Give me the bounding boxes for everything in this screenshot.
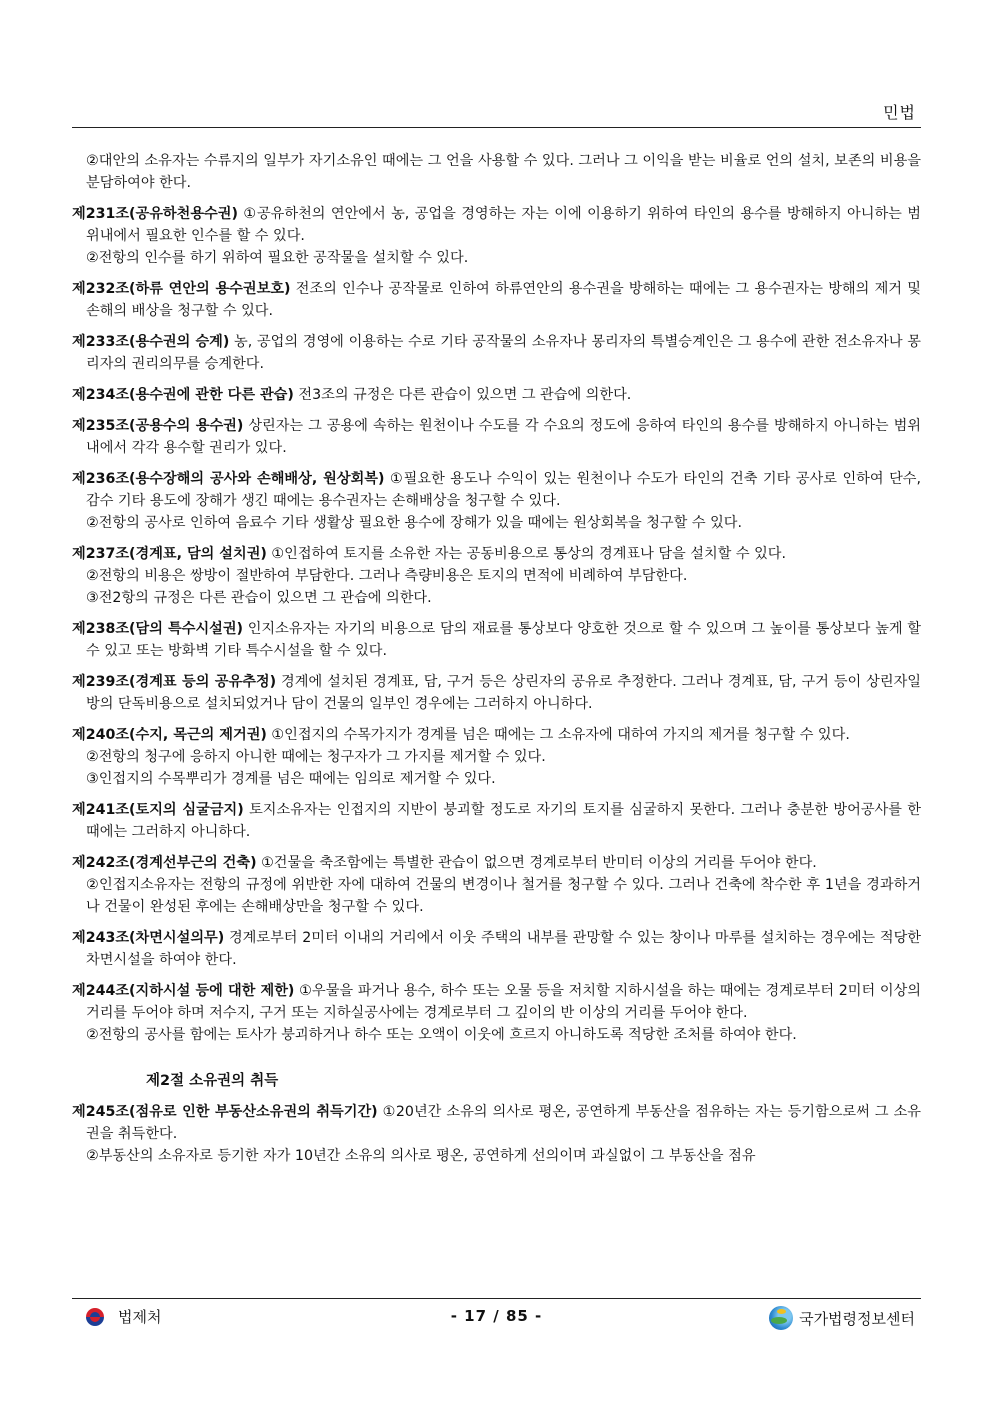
article bbox=[72, 927, 921, 971]
article-heading: 제238조(담의 특수시설권) bbox=[72, 621, 244, 637]
article-text: ①20년간 소유의 의사로 평온, 공연하게 부동산을 점유하는 자는 등기함으로써 그 소유권을 취득한다. bbox=[86, 1104, 921, 1142]
article-text: 전3조의 규정은 다른 관습이 있으면 그 관습에 의한다. bbox=[293, 387, 632, 403]
article bbox=[72, 468, 921, 512]
article-heading: 제239조(경계표 등의 공유추정) bbox=[72, 674, 277, 690]
footer-publisher: 법제처 bbox=[118, 1308, 162, 1326]
article-text: 경계에 설치된 경계표, 담, 구거 등은 상린자의 공유로 추정한다. 그러나 경계표, 담, 구거 등이 상린자일방의 단독비용으로 설치되었거나 담이 건물의 일부인 경우에는 그러하지 아니하다. bbox=[86, 674, 921, 712]
article-clause: ②전항의 공사를 함에는 토사가 붕괴하거나 하수 또는 오액이 이웃에 흐르지 아니하도록 적당한 조처를 하여야 한다. bbox=[86, 1027, 797, 1043]
article bbox=[72, 1101, 921, 1145]
article bbox=[72, 980, 921, 1024]
globe-icon bbox=[769, 1306, 793, 1330]
article-clause: ②부동산의 소유자로 등기한 자가 10년간 소유의 의사로 평온, 공연하게 선의이며 과실없이 그 부동산을 점유 bbox=[86, 1148, 756, 1164]
document-title: 민법 bbox=[883, 103, 916, 122]
article bbox=[72, 278, 921, 322]
footer-source: 국가법령정보센터 bbox=[799, 1309, 915, 1328]
article bbox=[72, 799, 921, 843]
article-heading: 제237조(경계표, 담의 설치권) bbox=[72, 546, 267, 562]
article-heading: 제242조(경계선부근의 건축) bbox=[72, 855, 257, 871]
article bbox=[72, 671, 921, 715]
article-text: 전조의 인수나 공작물로 인하여 하류연안의 용수권을 방해하는 때에는 그 용수권자는 방해의 제거 및 손해의 배상을 청구할 수 있다. bbox=[86, 281, 921, 319]
article-text: ①건물을 축조함에는 특별한 관습이 없으면 경계로부터 반미터 이상의 거리를 두어야 한다. bbox=[256, 855, 817, 871]
article-clause: ②전항의 공사로 인하여 음료수 기타 생활상 필요한 용수에 장해가 있을 때에는 원상회복을 청구할 수 있다. bbox=[86, 515, 742, 531]
page-footer bbox=[72, 1304, 921, 1332]
article-clause: ②인접지소유자는 전항의 규정에 위반한 자에 대하여 건물의 변경이나 철거를 청구할 수 있다. 그러나 건축에 착수한 후 1년을 경과하거나 건물이 완성된 후에는 손해배상만을 청구할 수 있다. bbox=[86, 877, 921, 915]
article-clause: ②전항의 인수를 하기 위하여 필요한 공작물을 설치할 수 있다. bbox=[86, 250, 469, 266]
article-text: 농, 공업의 경영에 이용하는 수로 기타 공작물의 소유자나 몽리자의 특별승계인은 그 용수에 관한 전소유자나 몽리자의 권리의무를 승계한다. bbox=[86, 334, 922, 372]
article-clause: ③전2항의 규정은 다른 관습이 있으면 그 관습에 의한다. bbox=[86, 590, 432, 606]
article-text: ①인접지의 수목가지가 경계를 넘은 때에는 그 소유자에 대하여 가지의 제거를 청구할 수 있다. bbox=[266, 727, 850, 743]
section-heading: 제2절 소유권의 취득 bbox=[146, 1073, 279, 1089]
header-divider bbox=[72, 127, 921, 128]
article-heading: 제243조(차면시설의무) bbox=[72, 930, 225, 946]
article bbox=[72, 203, 921, 247]
article-heading: 제232조(하류 연안의 용수권보호) bbox=[72, 281, 291, 297]
article-text: ①우물을 파거나 용수, 하수 또는 오물 등을 저치할 지하시설을 하는 때에는 경계로부터 2미터 이상의 거리를 두어야 하며 저수지, 구거 또는 지하실공사에는 경계로부터 그 깊이의 반 이상의 거리를 두어야 한다. bbox=[86, 983, 921, 1021]
article-clause: ②전항의 청구에 응하지 아니한 때에는 청구자가 그 가지를 제거할 수 있다. bbox=[86, 749, 546, 765]
article-heading: 제240조(수지, 목근의 제거권) bbox=[72, 727, 267, 743]
article-list bbox=[72, 203, 921, 1046]
article-text: 토지소유자는 인접지의 지반이 붕괴할 정도로 자기의 토지를 심굴하지 못한다. 그러나 충분한 방어공사를 한 때에는 그러하지 아니하다. bbox=[86, 802, 921, 840]
continuation-block bbox=[72, 150, 921, 194]
footer-divider bbox=[72, 1298, 921, 1299]
article-text: 상린자는 그 공용에 속하는 원천이나 수도를 각 수요의 정도에 응하여 타인의 용수를 방해하지 아니하는 범위내에서 각각 용수할 권리가 있다. bbox=[86, 418, 921, 456]
article bbox=[72, 852, 921, 874]
article-heading: 제241조(토지의 심굴금지) bbox=[72, 802, 244, 818]
article bbox=[72, 724, 921, 746]
article-text: ①인접하여 토지를 소유한 자는 공동비용으로 통상의 경계표나 담을 설치할 수 있다. bbox=[266, 546, 787, 562]
article-list-section-2 bbox=[72, 1101, 921, 1167]
article bbox=[72, 384, 921, 406]
article bbox=[72, 543, 921, 565]
article-clause: ②전항의 비용은 쌍방이 절반하여 부담한다. 그러나 측량비용은 토지의 면적에 비례하여 부담한다. bbox=[86, 568, 688, 584]
article bbox=[72, 415, 921, 459]
article-heading: 제245조(점유로 인한 부동산소유권의 취득기간) bbox=[72, 1104, 378, 1120]
article-heading: 제231조(공유하천용수권) bbox=[72, 206, 238, 222]
article-clause: ③인접지의 수목뿌리가 경계를 넘은 때에는 임의로 제거할 수 있다. bbox=[86, 771, 496, 787]
document-body bbox=[72, 150, 921, 1167]
page-indicator: - 17 / 85 - bbox=[450, 1307, 543, 1325]
article-heading: 제235조(공용수의 용수권) bbox=[72, 418, 244, 434]
article-text: ①공유하천의 연안에서 농, 공업을 경영하는 자는 이에 이용하기 위하여 타인의 용수를 방해하지 아니하는 범위내에서 필요한 인수를 할 수 있다. bbox=[86, 206, 921, 244]
footer-right bbox=[769, 1306, 915, 1330]
article-heading: 제244조(지하시설 등에 대한 제한) bbox=[72, 983, 295, 999]
article-heading: 제236조(용수장해의 공사와 손해배상, 원상회복) bbox=[72, 471, 385, 487]
article-text: 인지소유자는 자기의 비용으로 담의 재료를 통상보다 양호한 것으로 할 수 있으며 그 높이를 통상보다 높게 할 수 있고 또는 방화벽 기타 특수시설을 할 수 있다. bbox=[86, 621, 921, 659]
article bbox=[72, 331, 921, 375]
article-heading: 제234조(용수권에 관한 다른 관습) bbox=[72, 387, 294, 403]
continuation-paragraph: ②대안의 소유자는 수류지의 일부가 자기소유인 때에는 그 언을 사용할 수 있다. 그러나 그 이익을 받는 비율로 언의 설치, 보존의 비용을 분담하여야 한다. bbox=[86, 153, 921, 191]
article-text: 경계로부터 2미터 이내의 거리에서 이웃 주택의 내부를 관망할 수 있는 창이나 마루를 설치하는 경우에는 적당한 차면시설을 하여야 한다. bbox=[86, 930, 921, 968]
article-text: ①필요한 용도나 수익이 있는 원천이나 수도가 타인의 건축 기타 공사로 인하여 단수, 감수 기타 용도에 장해가 생긴 때에는 용수권자는 손해배상을 청구할 수 있다. bbox=[86, 471, 921, 509]
article-heading: 제233조(용수권의 승계) bbox=[72, 334, 230, 350]
article bbox=[72, 618, 921, 662]
